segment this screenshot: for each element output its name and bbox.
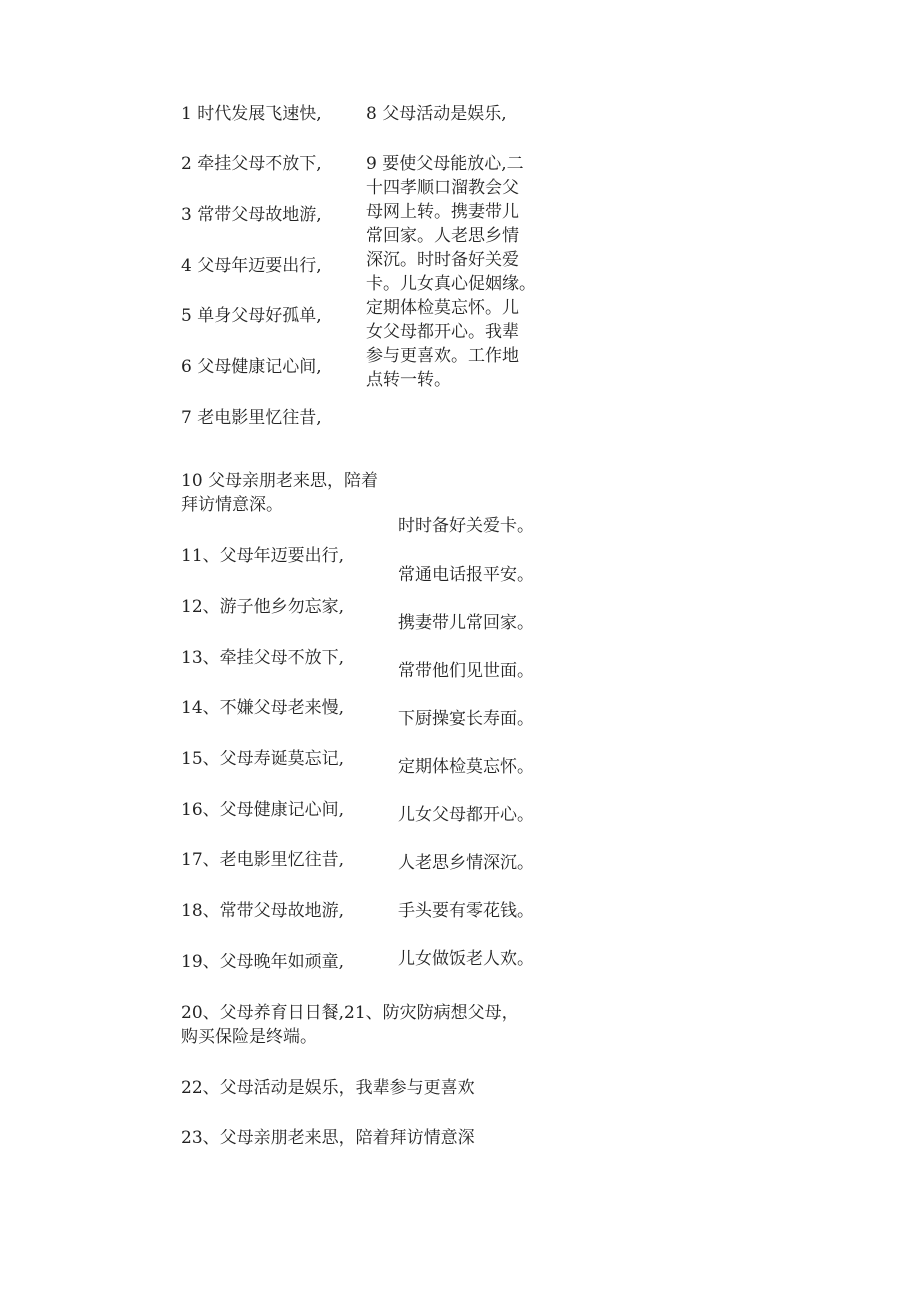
- verse-response: 儿女父母都开心。: [398, 805, 534, 825]
- verse-line-10a: 10 父母亲朋老来思，陪着: [181, 471, 379, 491]
- verse-line-2: 2 牵挂父母不放下,: [181, 154, 322, 174]
- verse-response: 常带他们见世面。: [398, 661, 534, 681]
- verse-line-19: 19、父母晚年如顽童,: [181, 952, 345, 972]
- verse-line-5: 5 单身父母好孤单,: [181, 306, 322, 326]
- verse-line-3: 3 常带父母故地游,: [181, 205, 322, 225]
- verse-line-20a: 20、父母养育日日餐,21、防灾防病想父母，: [181, 1003, 519, 1023]
- verse-block-9-line: 常回家。人老思乡情: [366, 226, 519, 246]
- verse-line-4: 4 父母年迈要出行,: [181, 256, 322, 276]
- verse-line-6: 6 父母健康记心间,: [181, 357, 322, 377]
- verse-response: 人老思乡情深沉。: [398, 853, 534, 873]
- verse-line-7: 7 老电影里忆往昔,: [181, 408, 322, 428]
- verse-line-12: 12、游子他乡勿忘家,: [181, 597, 345, 617]
- verse-block-9: [366, 152, 536, 392]
- verse-response: 携妻带儿常回家。: [398, 613, 534, 633]
- verse-block-9-line: 深沉。时时备好关爱: [366, 250, 519, 270]
- verse-line-13: 13、牵挂父母不放下,: [181, 648, 345, 668]
- verse-block-9-line: 母网上转。携妻带儿: [366, 202, 519, 222]
- verse-line-18: 18、常带父母故地游,: [181, 901, 345, 921]
- verse-line-23: 23、父母亲朋老来思，陪着拜访情意深: [181, 1128, 475, 1148]
- verse-line-11: 11、父母年迈要出行,: [181, 546, 345, 566]
- verse-response: 时时备好关爱卡。: [398, 516, 534, 536]
- verse-line-22: 22、父母活动是娱乐，我辈参与更喜欢: [181, 1078, 475, 1098]
- verse-line-16: 16、父母健康记心间,: [181, 800, 345, 820]
- verse-response: 手头要有零花钱。: [398, 901, 534, 921]
- verse-block-9-line: 女父母都开心。我辈: [366, 322, 519, 342]
- verse-response: 下厨操宴长寿面。: [398, 709, 534, 729]
- verse-line-10b: 拜访情意深。: [181, 495, 283, 515]
- verse-line-1: 1 时代发展飞速快,: [181, 104, 322, 124]
- verse-response: 定期体检莫忘怀。: [398, 757, 534, 777]
- verse-line-20b: 购买保险是终端。: [181, 1027, 317, 1047]
- verse-block-9-line: 点转一转。: [366, 370, 451, 390]
- verse-response: 常通电话报平安。: [398, 565, 534, 585]
- verse-block-9-line: 卡。儿女真心促姻缘。: [366, 274, 536, 294]
- verse-line-15: 15、父母寿诞莫忘记,: [181, 749, 345, 769]
- verse-line-8: 8 父母活动是娱乐,: [366, 104, 507, 124]
- verse-response: 儿女做饭老人欢。: [398, 949, 534, 969]
- verse-line-14: 14、不嫌父母老来慢,: [181, 698, 345, 718]
- verse-line-17: 17、老电影里忆往昔,: [181, 850, 345, 870]
- verse-block-9-line: 定期体检莫忘怀。儿: [366, 298, 519, 318]
- verse-block-9-line: 9 要使父母能放心,二: [366, 154, 524, 174]
- verse-block-9-line: 参与更喜欢。工作地: [366, 346, 519, 366]
- verse-block-9-line: 十四孝顺口溜教会父: [366, 178, 519, 198]
